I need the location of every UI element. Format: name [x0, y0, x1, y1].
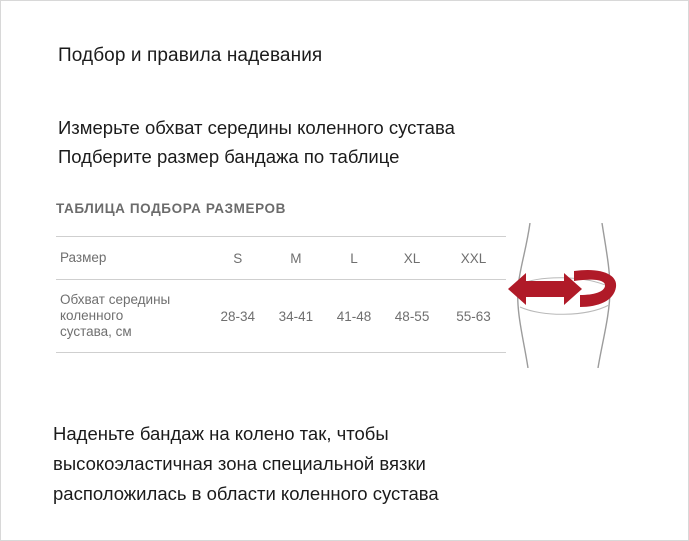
row-label-cell: [56, 280, 209, 353]
intro-paragraph: [58, 113, 455, 171]
row-value-m: 34-41: [267, 280, 325, 353]
page-title: Подбор и правила надевания: [58, 45, 323, 66]
header-size-m: M: [267, 237, 325, 280]
knee-brace-diagram: [506, 223, 636, 368]
header-size-s: S: [209, 237, 267, 280]
outro-line-2: высокоэластичная зона специальной вязки: [53, 453, 426, 474]
outro-line-1: Наденьте бандаж на колено так, чтобы: [53, 423, 389, 444]
size-table-block: [56, 201, 506, 353]
row-label-line-2: коленного: [60, 308, 124, 323]
row-value-l: 41-48: [325, 280, 383, 353]
header-label-cell: Размер: [56, 237, 209, 280]
row-value-s: 28-34: [209, 280, 267, 353]
size-table-caption: ТАБЛИЦА ПОДБОРА РАЗМЕРОВ: [56, 201, 286, 216]
header-size-l: L: [325, 237, 383, 280]
row-value-xl: 48-55: [383, 280, 441, 353]
outro-line-3: расположилась в области коленного сустава: [53, 483, 439, 504]
table-header-row: [56, 237, 506, 280]
intro-line-2: Подберите размер бандажа по таблице: [58, 146, 400, 167]
row-label-line-1: Обхват середины: [60, 292, 171, 307]
header-size-xl: XL: [383, 237, 441, 280]
row-value-xxl: 55-63: [441, 280, 506, 353]
row-label-line-3: сустава, см: [60, 324, 132, 339]
header-size-xxl: XXL: [441, 237, 506, 280]
table-row: [56, 280, 506, 353]
size-table: [56, 236, 506, 353]
outro-paragraph: [53, 419, 439, 509]
intro-line-1: Измерьте обхват середины коленного сустава: [58, 117, 455, 138]
